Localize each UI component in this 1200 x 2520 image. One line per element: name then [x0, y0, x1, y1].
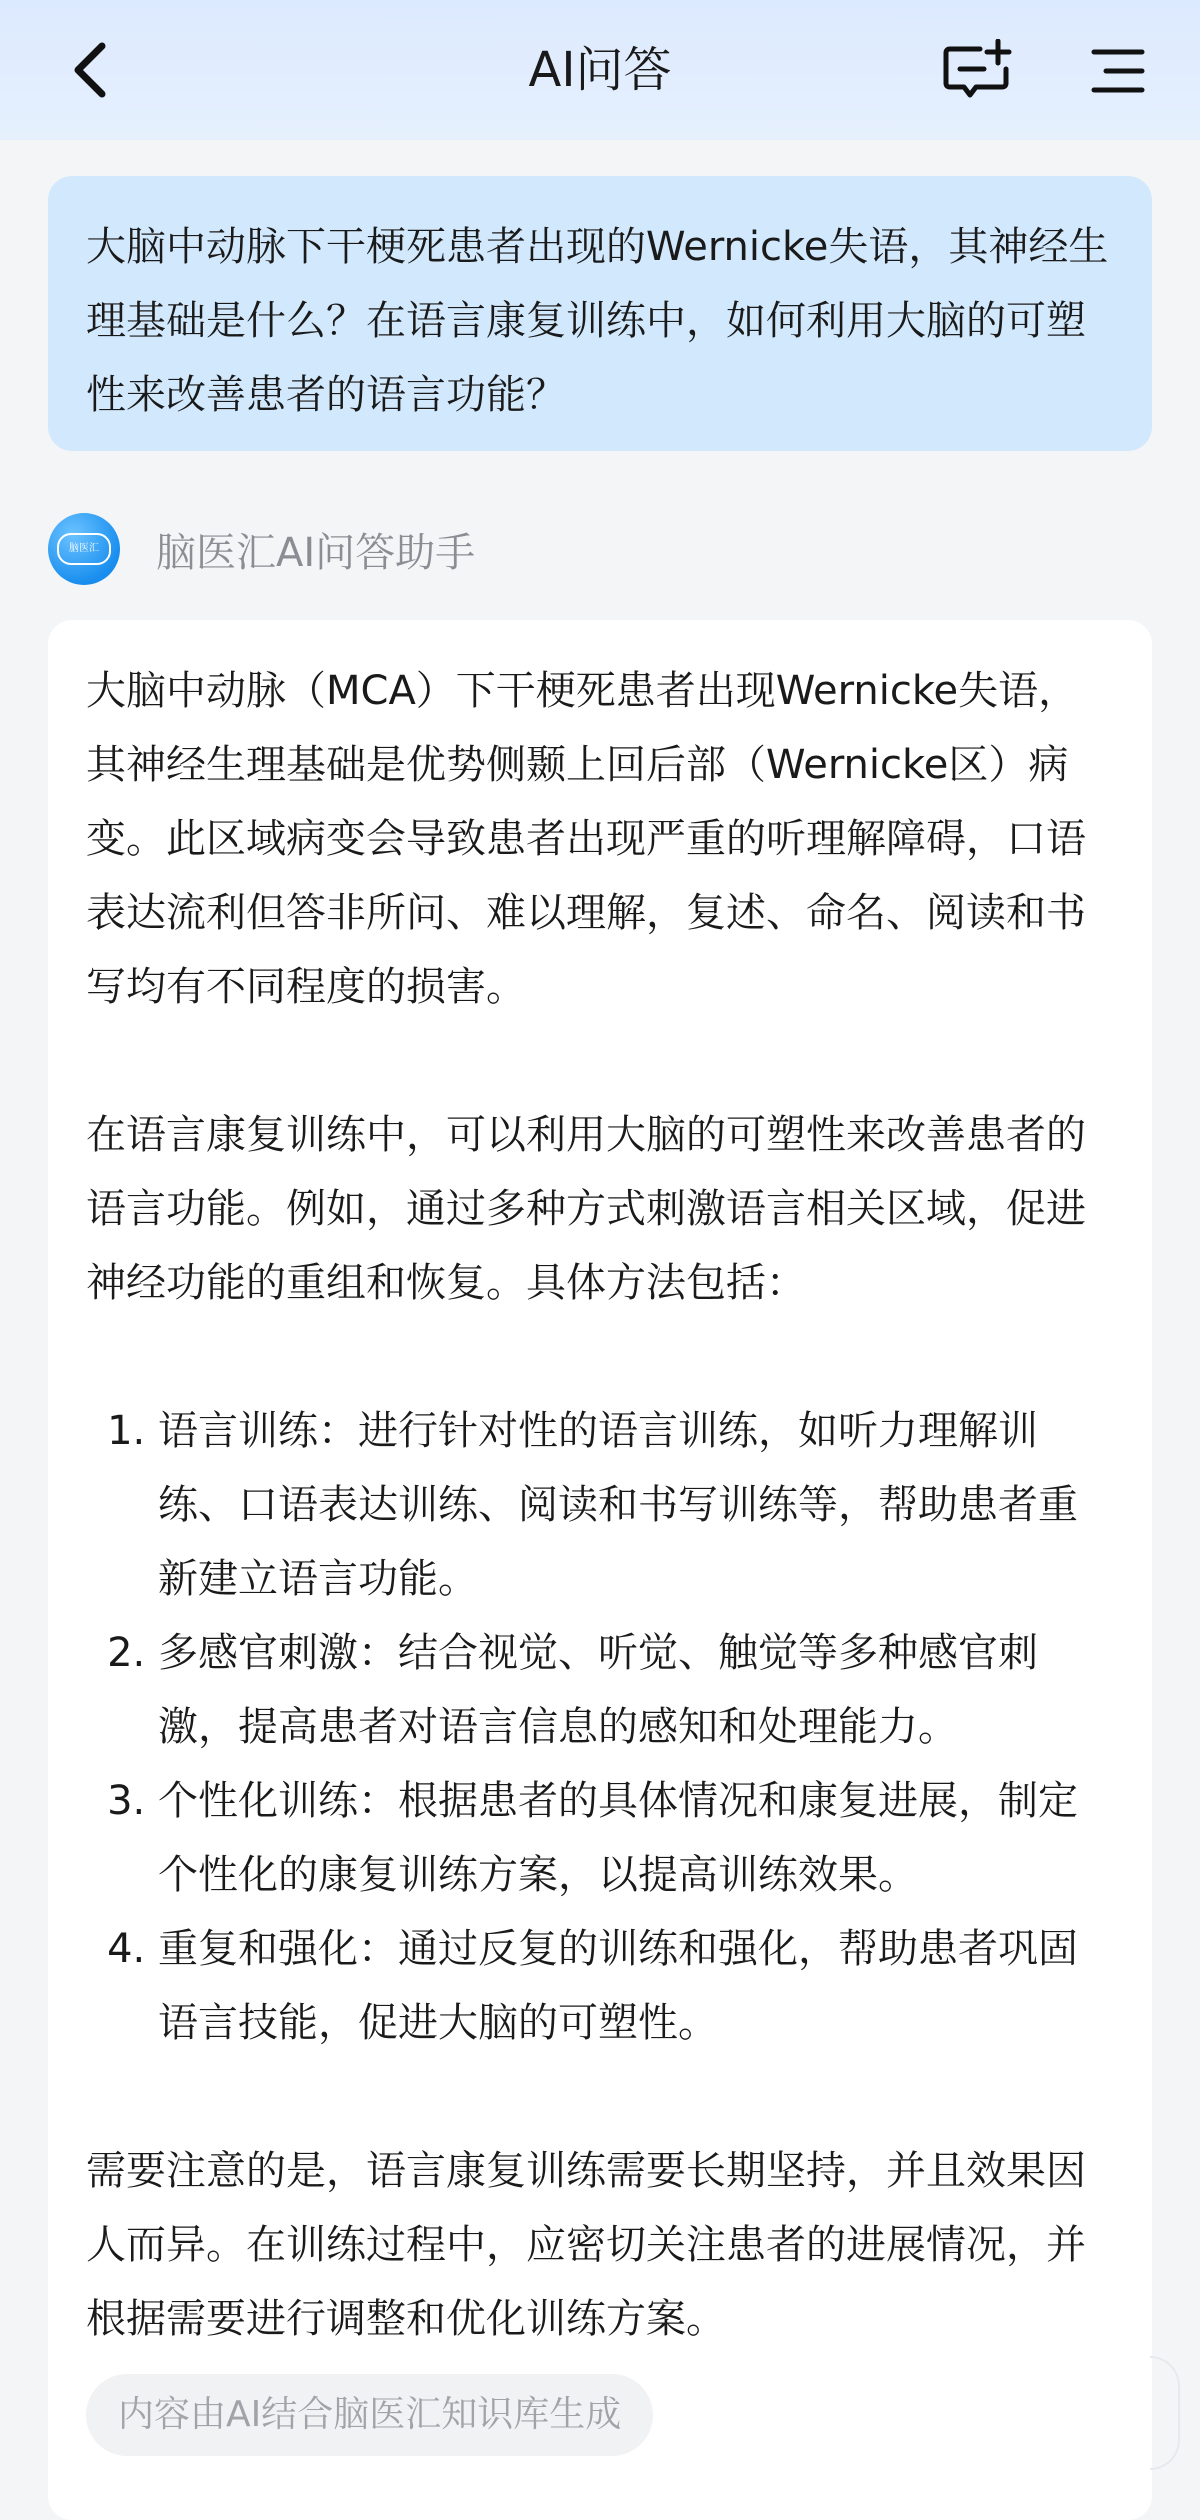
list-item-number: 1.	[107, 1408, 146, 1454]
page-title: AI问答	[528, 42, 672, 98]
list-item	[86, 1394, 1114, 1616]
chevron-left-icon	[68, 40, 112, 100]
answer-card	[48, 620, 1152, 2520]
answer-paragraph-2: 在语言康复训练中，可以利用大脑的可塑性来改善患者的语言功能。例如，通过多种方式刺激语言相关区域，促进神经功能的重组和恢复。具体方法包括：	[86, 1112, 1086, 1306]
answer-paragraph-1: 大脑中动脉（MCA）下干梗死患者出现Wernicke失语，其神经生理基础是优势侧颞上回后部（Wernicke区）病变。此区域病变会导致患者出现严重的听理解障碍，口语表达流利但答非所问、难以理解，复述、命名、阅读和书写均有不同程度的损害。	[86, 668, 1086, 1010]
answer-list	[86, 1394, 1114, 2060]
menu-button[interactable]	[1082, 36, 1154, 106]
list-item	[86, 1912, 1114, 2060]
list-item-text: 多感官刺激：结合视觉、听觉、触觉等多种感官刺激，提高患者对语言信息的感知和处理能力。	[158, 1630, 1038, 1750]
answer-paragraph-3: 需要注意的是，语言康复训练需要长期坚持，并且效果因人而异。在训练过程中，应密切关注患者的进展情况，并根据需要进行调整和优化训练方案。	[86, 2148, 1086, 2342]
list-item-text: 重复和强化：通过反复的训练和强化，帮助患者巩固语言技能，促进大脑的可塑性。	[158, 1926, 1078, 2046]
assistant-avatar	[48, 513, 120, 585]
source-note-badge: 内容由AI结合脑医汇知识库生成	[86, 2374, 653, 2456]
list-item-text: 语言训练：进行针对性的语言训练，如听力理解训练、口语表达训练、阅读和书写训练等，帮助患者重新建立语言功能。	[158, 1408, 1078, 1602]
avatar-logo-text: 脑医汇	[57, 533, 111, 565]
new-chat-button[interactable]	[938, 36, 1018, 106]
chat-add-icon	[940, 39, 1016, 103]
list-item	[86, 1764, 1114, 1912]
menu-icon	[1088, 46, 1148, 96]
assistant-name: 脑医汇AI问答助手	[156, 529, 476, 576]
user-question-bubble	[48, 176, 1152, 451]
list-item-number: 3.	[107, 1778, 146, 1824]
list-item-number: 2.	[107, 1630, 146, 1676]
floating-edge-button[interactable]	[1150, 2356, 1180, 2470]
list-item-text: 个性化训练：根据患者的具体情况和康复进展，制定个性化的康复训练方案，以提高训练效果。	[158, 1778, 1078, 1898]
back-button[interactable]	[60, 32, 120, 108]
assistant-header	[48, 512, 475, 586]
question-text: 大脑中动脉下干梗死患者出现的Wernicke失语，其神经生理基础是什么？在语言康复训练中，如何利用大脑的可塑性来改善患者的语言功能？	[86, 224, 1109, 418]
top-bar	[0, 0, 1200, 140]
list-item-number: 4.	[107, 1926, 146, 1972]
list-item	[86, 1616, 1114, 1764]
